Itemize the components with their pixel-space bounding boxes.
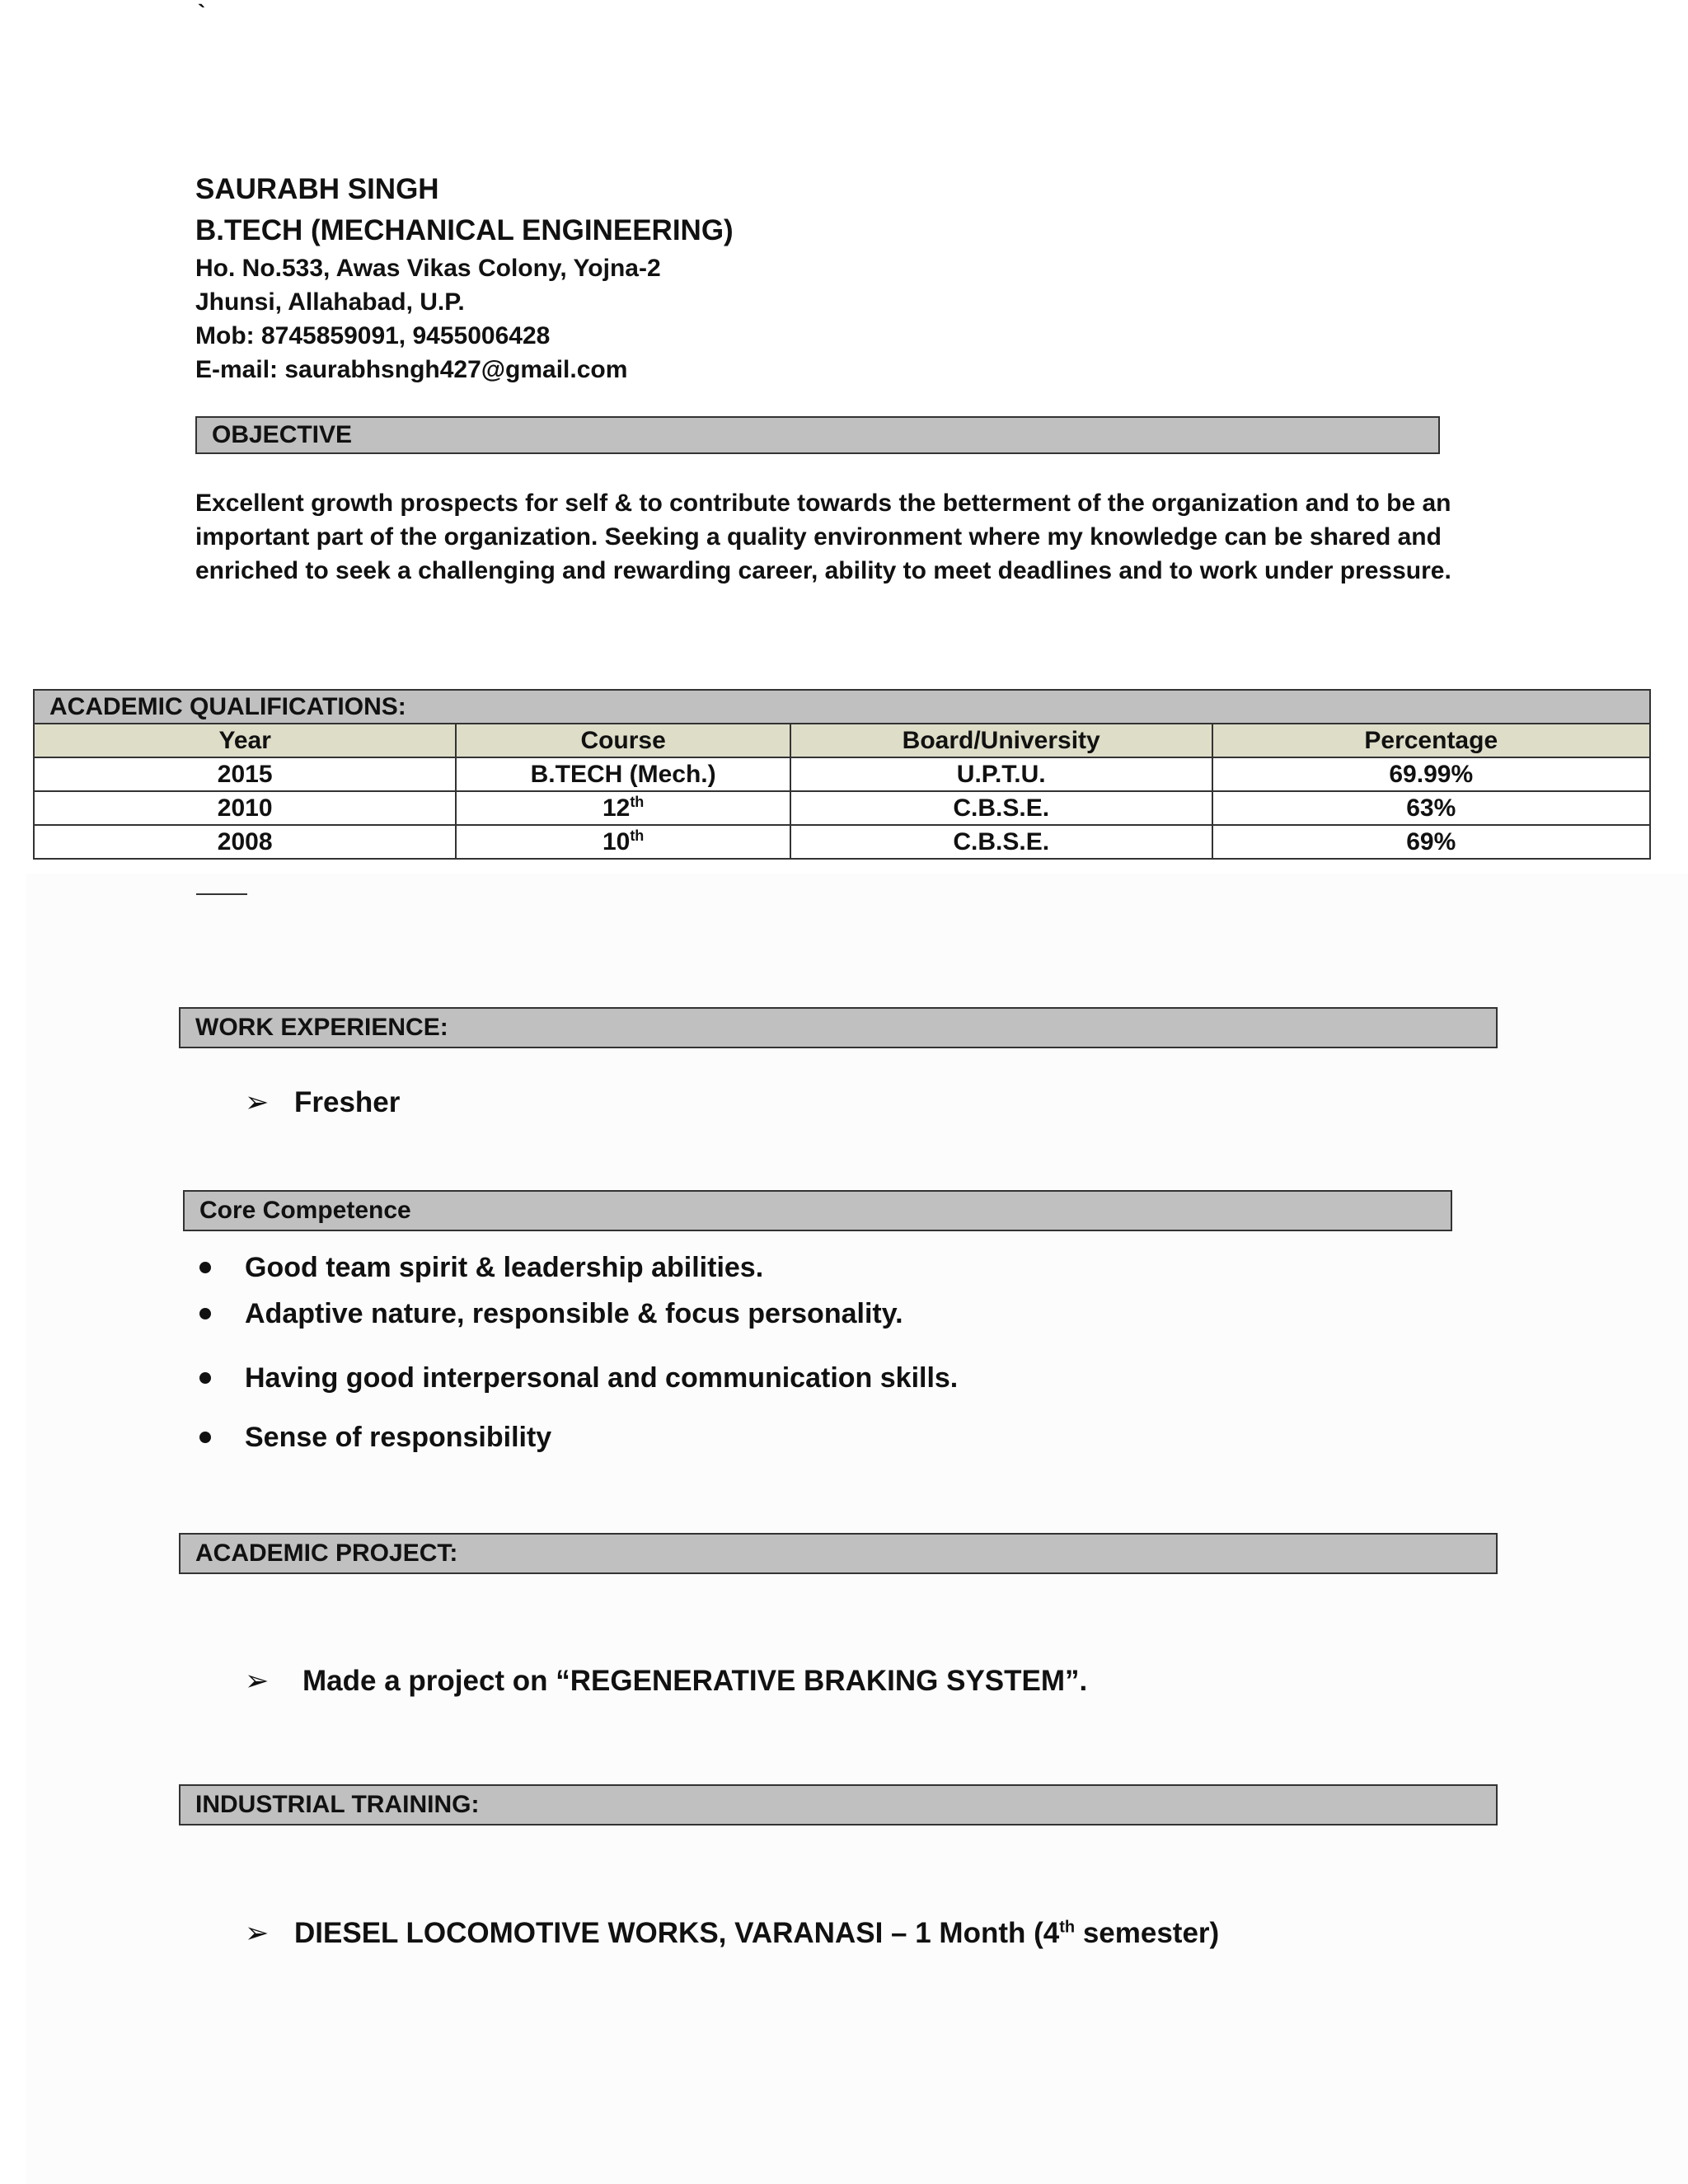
page-lower-background	[26, 874, 1688, 2184]
mobile-numbers: Mob: 8745859091, 9455006428	[195, 322, 551, 349]
address-line-1: Ho. No.533, Awas Vikas Colony, Yojna-2	[195, 255, 661, 282]
work-experience-heading: WORK EXPERIENCE:	[179, 1007, 1498, 1048]
email-address: E-mail: saurabhsngh427@gmail.com	[195, 356, 628, 383]
cell-percentage: 69%	[1212, 825, 1651, 859]
divider	[196, 893, 247, 895]
academic-project-heading: ACADEMIC PROJECT:	[179, 1533, 1498, 1574]
bullet-dot-icon	[199, 1372, 211, 1384]
arrow-bullet-icon: ➢	[245, 1917, 270, 1949]
bullet-dot-icon	[199, 1262, 211, 1273]
industrial-training-heading: INDUSTRIAL TRAINING:	[179, 1784, 1498, 1825]
list-item: Adaptive nature, responsible & focus personality.	[195, 1291, 958, 1337]
cell-board: U.P.T.U.	[790, 757, 1212, 791]
column-header-board: Board/University	[790, 724, 1212, 757]
cell-course: 10th	[456, 825, 790, 859]
objective-heading: OBJECTIVE	[195, 416, 1440, 454]
academic-project-item	[245, 1665, 1087, 1698]
candidate-name: SAURABH SINGH	[195, 173, 439, 205]
industrial-training-item	[245, 1917, 1219, 1950]
cell-percentage: 63%	[1212, 791, 1651, 825]
address-line-2: Jhunsi, Allahabad, U.P.	[195, 288, 465, 316]
arrow-bullet-icon: ➢	[245, 1665, 270, 1697]
cell-course: 12th	[456, 791, 790, 825]
industrial-training-text: DIESEL LOCOMOTIVE WORKS, VARANASI – 1 Month (4th semester)	[294, 1917, 1220, 1949]
academic-qualifications-table	[33, 689, 1651, 860]
bullet-dot-icon	[199, 1432, 211, 1443]
cell-year: 2015	[34, 757, 456, 791]
column-header-course: Course	[456, 724, 790, 757]
cell-board: C.B.S.E.	[790, 791, 1212, 825]
list-item: Good team spirit & leadership abilities.	[195, 1244, 958, 1291]
work-experience-text: Fresher	[294, 1086, 401, 1118]
list-item: Sense of responsibility	[195, 1408, 958, 1467]
table-row	[34, 825, 1650, 859]
cell-year: 2010	[34, 791, 456, 825]
column-header-year: Year	[34, 724, 456, 757]
objective-text: Excellent growth prospects for self & to contribute towards the betterment of the organization and to be an important part of the organization. Seeking a quality environment where my knowledge can be shared and enriched to seek a challenging and rewarding career, ability to meet deadlines and to work under pressure.	[195, 490, 1451, 584]
core-competence-list	[195, 1244, 958, 1467]
table-row	[34, 791, 1650, 825]
academic-heading: ACADEMIC QUALIFICATIONS:	[34, 690, 1650, 724]
list-item: Having good interpersonal and communication skills.	[195, 1348, 958, 1408]
academic-project-text: Made a project on “REGENERATIVE BRAKING SYSTEM”.	[302, 1665, 1088, 1697]
cell-percentage: 69.99%	[1212, 757, 1651, 791]
cell-course: B.TECH (Mech.)	[456, 757, 790, 791]
candidate-degree: B.TECH (MECHANICAL ENGINEERING)	[195, 214, 734, 246]
page-mark: `	[198, 0, 206, 26]
table-header-row	[34, 724, 1650, 757]
cell-year: 2008	[34, 825, 456, 859]
work-experience-item	[245, 1086, 400, 1119]
bullet-dot-icon	[199, 1308, 211, 1319]
arrow-bullet-icon: ➢	[245, 1086, 270, 1118]
core-competence-heading: Core Competence	[183, 1190, 1452, 1231]
table-row	[34, 757, 1650, 791]
resume-header	[195, 169, 734, 387]
column-header-percentage: Percentage	[1212, 724, 1651, 757]
cell-board: C.B.S.E.	[790, 825, 1212, 859]
